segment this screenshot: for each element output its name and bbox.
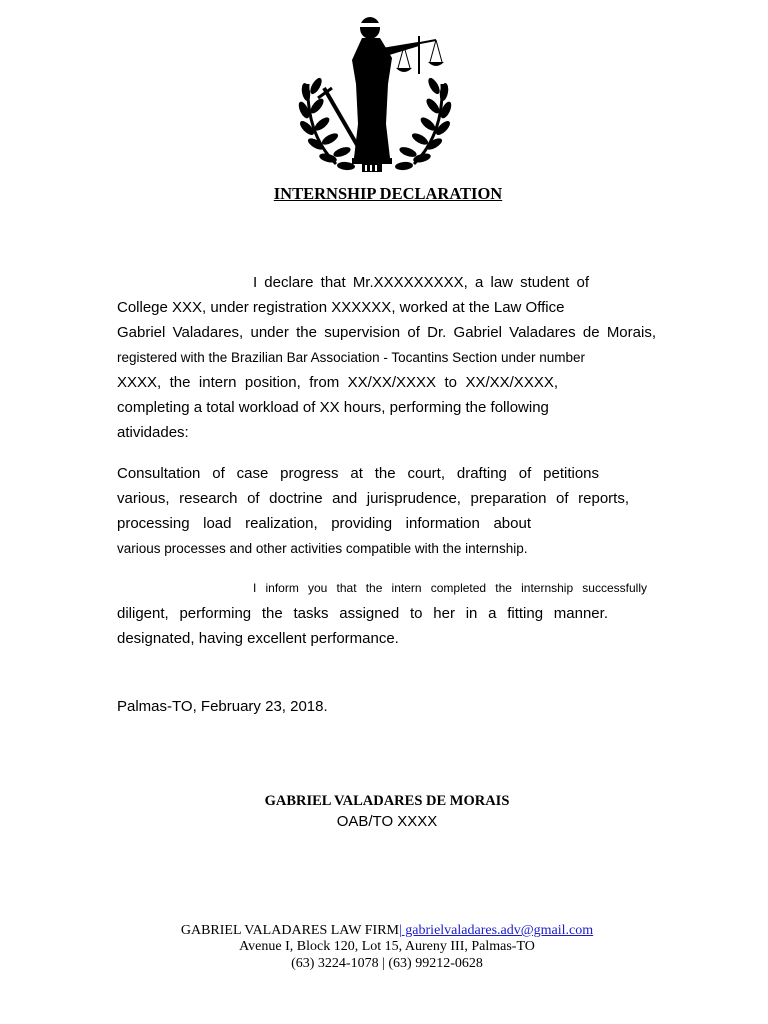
document-title: INTERNSHIP DECLARATION: [273, 184, 503, 203]
justice-statue-icon: [296, 14, 454, 176]
paragraph1-line5: XXXX, the intern position, from XX/XX/XXXX to XX/XX/XXXX,: [117, 374, 558, 391]
footer-firm-name: GABRIEL VALADARES LAW FIRM: [180, 923, 399, 938]
paragraph1-line6: completing a total workload of XX hours, performing the following: [117, 399, 549, 416]
paragraph3-line1: I inform you that the intern completed the internship successfully: [253, 581, 647, 595]
paragraph3-line3: designated, having excellent performance.: [117, 630, 399, 647]
signature-name: GABRIEL VALADARES DE MORAIS: [264, 793, 510, 809]
footer-firm-line: [0, 923, 768, 939]
paragraph1-line4: registered with the Brazilian Bar Association - Tocantins Section under number: [117, 350, 585, 365]
paragraph2-line4: various processes and other activities compatible with the internship.: [117, 541, 528, 556]
paragraph2-line1: Consultation of case progress at the court, drafting of petitions: [117, 465, 599, 482]
paragraph2-line2: various, research of doctrine and jurisprudence, preparation of reports,: [117, 490, 629, 507]
footer-email-link[interactable]: gabrielvaladares.adv@gmail.com: [401, 923, 594, 938]
paragraph1-line1: I declare that Mr.XXXXXXXXX, a law student of: [253, 274, 589, 291]
paragraph2-line3: processing load realization, providing information about: [117, 515, 531, 532]
footer-separator: |: [398, 923, 402, 938]
paragraph1-line2: College XXX, under registration XXXXXX, worked at the Law Office: [117, 299, 565, 316]
date-line: Palmas-TO, February 23, 2018.: [117, 698, 328, 715]
footer-address: Avenue I, Block 120, Lot 15, Aureny III, Palmas-TO: [239, 939, 535, 954]
footer-phones: (63) 3224-1078 | (63) 99212-0628: [291, 956, 483, 971]
signature-registration: OAB/TO XXXX: [336, 813, 438, 830]
paragraph1-line3: Gabriel Valadares, under the supervision of Dr. Gabriel Valadares de Morais,: [117, 324, 656, 341]
paragraph3-line2: diligent, performing the tasks assigned to her in a fitting manner.: [117, 605, 608, 622]
paragraph1-line7: atividades:: [117, 424, 189, 441]
